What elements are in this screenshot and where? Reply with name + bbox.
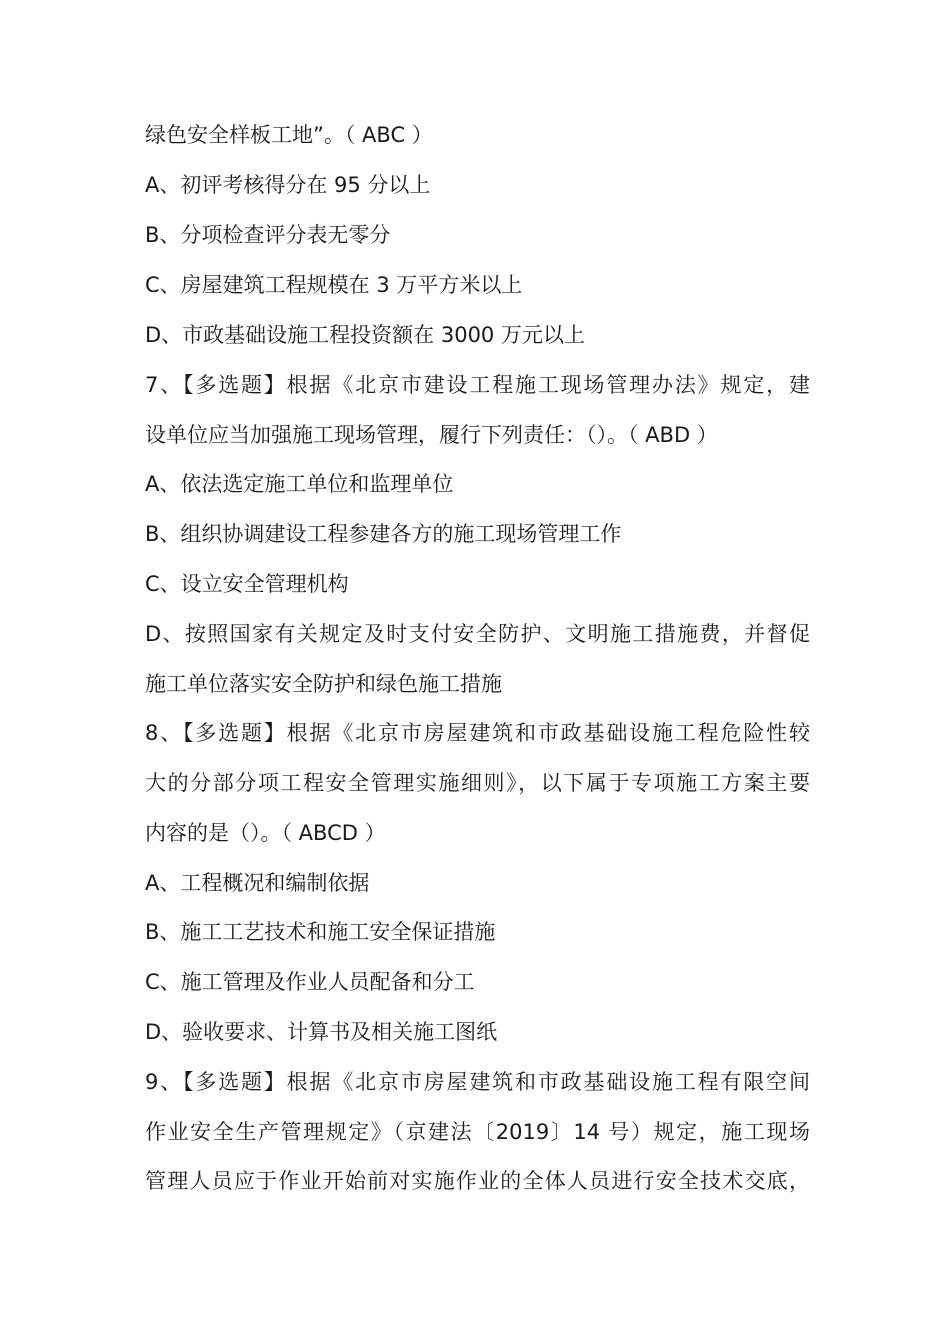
option-line: D、按照国家有关规定及时支付安全防护、文明施工措施费，并督促 bbox=[145, 622, 810, 646]
question-line: 大的分部分项工程安全管理实施细则》，以下属于专项施工方案主要 bbox=[145, 771, 810, 795]
option-line: A、初评考核得分在 95 分以上 bbox=[145, 173, 431, 197]
question-line: 7、【多选题】根据《北京市建设工程施工现场管理办法》规定，建 bbox=[145, 373, 810, 397]
option-line: C、设立安全管理机构 bbox=[145, 572, 349, 596]
option-line: 施工单位落实安全防护和绿色施工措施 bbox=[145, 672, 502, 696]
question-line: 设单位应当加强施工现场管理，履行下列责任：（）。（ ABD ） bbox=[145, 423, 718, 447]
option-line: B、组织协调建设工程参建各方的施工现场管理工作 bbox=[145, 522, 622, 546]
question-line: 作业安全生产管理规定》（京建法〔2019〕14 号）规定，施工现场 bbox=[145, 1120, 810, 1144]
option-line: A、依法选定施工单位和监理单位 bbox=[145, 472, 454, 496]
text-line: 绿色安全样板工地”。（ ABC ） bbox=[145, 123, 433, 147]
option-line: D、市政基础设施工程投资额在 3000 万元以上 bbox=[145, 323, 585, 347]
question-line: 8、【多选题】根据《北京市房屋建筑和市政基础设施工程危险性较 bbox=[145, 721, 810, 745]
option-line: A、工程概况和编制依据 bbox=[145, 871, 370, 895]
option-line: B、分项检查评分表无零分 bbox=[145, 223, 391, 247]
option-line: D、验收要求、计算书及相关施工图纸 bbox=[145, 1020, 498, 1044]
question-line: 9、【多选题】根据《北京市房屋建筑和市政基础设施工程有限空间 bbox=[145, 1070, 810, 1094]
option-line: C、施工管理及作业人员配备和分工 bbox=[145, 970, 475, 994]
question-line: 管理人员应于作业开始前对实施作业的全体人员进行安全技术交底， bbox=[145, 1169, 810, 1193]
option-line: C、房屋建筑工程规模在 3 万平方米以上 bbox=[145, 273, 523, 297]
option-line: B、施工工艺技术和施工安全保证措施 bbox=[145, 920, 496, 944]
question-line: 内容的是（）。（ ABCD ） bbox=[145, 821, 386, 845]
